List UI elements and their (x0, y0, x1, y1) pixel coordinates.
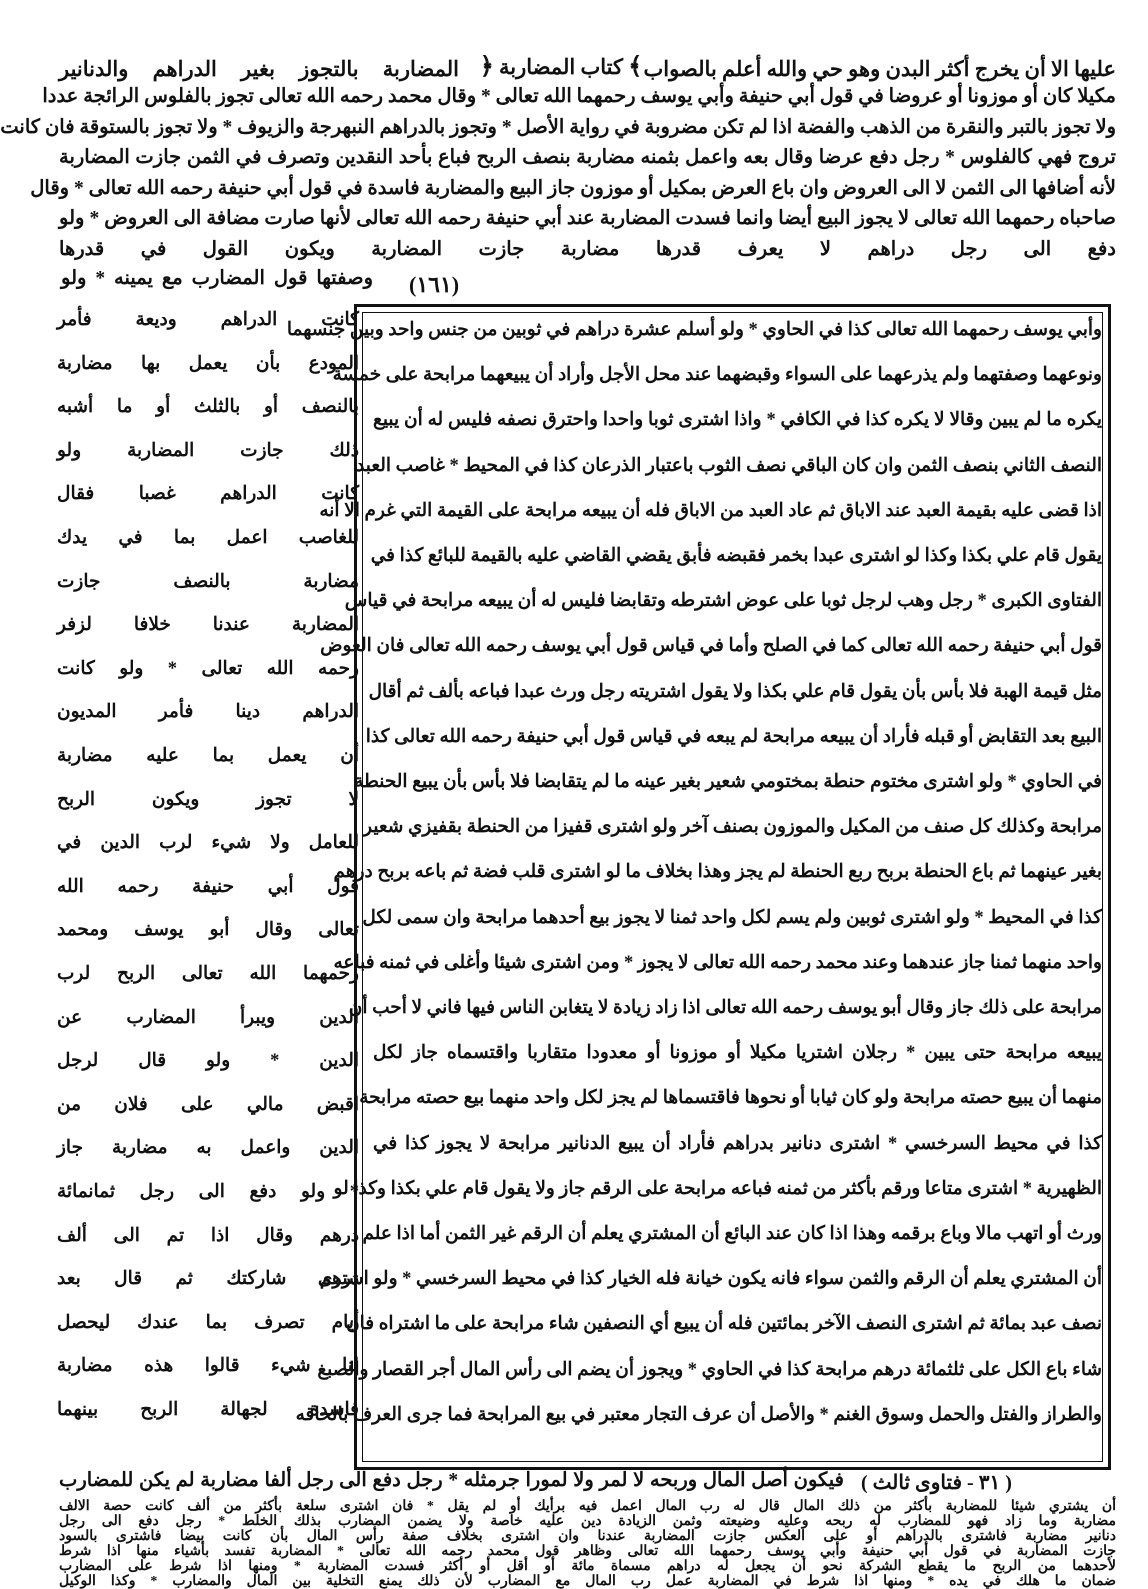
text-line: أن المشتري يعلم أن الرقم والثمن سواء فانه يكون خيانة فله الخيار كذا في محيط السرخسي * ولو اشترى (317, 1269, 1102, 1290)
text-line: جازت المضاربة في قول أبي حنيفة وأبي يوسف رحمهما الله تعالى وظاهر قول محمد رحمه الله تعالى * المضاربة تفسد بأشياء منها اذا شرط (59, 1544, 1116, 1559)
margin-line: للعامل ولا شيء لرب الدين في (57, 833, 359, 854)
text-line: لأنه أضافها الى الثمن لا الى العروض وان باع العرض بمكيل أو موزون جاز البيع والمضاربة فاسدة في قول أبي حنيفة رحمه الله تعالى * وقال (30, 177, 1116, 199)
margin-line: للغاصب اعمل بما في يدك (57, 528, 359, 548)
text-line: يبيعه مرابحة حتى يبين * رجلان اشتريا مكيلا أو موزونا أو معدودا متقاربا واقتسماه جاز لكل (373, 1043, 1102, 1064)
margin-line: * ولو دفع الى رجل ثمانمائة (57, 1182, 359, 1202)
text-line: البيع بعد التقابض أو قبله فأراد أن يبيعه مرابحة لم يبعه في قياس قول أبي حنيفة رحمه الله تعالى كذا (365, 726, 1102, 747)
text-line: تروج فهي كالفلوس * رجل دفع عرضا وقال بعه واعمل بثمنه مضاربة بنصف الربح فباع بأحد النقدين وتصرف في الثمن جازت المضاربة (59, 147, 1116, 168)
margin-line: رحمه الله تعالى * ولو كانت (57, 658, 359, 679)
text-line: نصف عبد بمائة ثم اشترى النصف الآخر بمائتين فله أن يبيع أي النصفين شاء مرابحة على ما اشتراه فان (346, 1314, 1102, 1335)
text-line: يكره ما لم يبين وقالا لا يكره كذا في الكافي * واذا اشترى ثوبا واحدا واحترق نصفه فليس له أن يبيع (373, 410, 1102, 431)
text-line: كذا في المحيط * ولو اشترى ثوبين ولم يسم لكل واحد ثمنا لا يجوز بيع أحدهما مرابحة وان سمى لكل (362, 907, 1102, 928)
text-line: صاحباه رحمهما الله تعالى لا يجوز البيع أيضا وانما فسدت المضاربة عند أبي حنيفة رحمه الله تعالى لأنها صارت مضافة الى العروض * ولو (59, 208, 1116, 229)
margin-line: بالنصف أو بالثلث أو ما أشبه (57, 397, 359, 418)
text-line: مضاربة وما زاد فهو للمضارب له ربحه وعليه وضيعته وثمن الزيادة دين عليه خاصة ولا يضمن المضارب بذلك الخلط * رجل دفع الى رجل (59, 1514, 1116, 1529)
margin-line: الدين * ولو قال لرجل (57, 1051, 359, 1072)
text-line: وأبي يوسف رحمهما الله تعالى كذا في الحاوي * ولو أسلم عشرة دراهم في ثوبين من جنس واحد وبين جنسهما (286, 320, 1102, 340)
top-line-after-number: وصفتها قول المضارب مع يمينه * ولو (61, 268, 373, 289)
text-line: واحد منهما ثمنا جاز عندهما وعند محمد رحمه الله تعالى لا يجوز * ومن اشترى شيئا وأغلى في ثمنه فباعه (333, 952, 1102, 973)
margin-line: درهم وقال اذا تم الى ألف (57, 1225, 359, 1246)
margin-line: المضاربة عندنا خلافا لزفر (57, 615, 359, 636)
margin-line: اقبض مالي على فلان من (57, 1094, 359, 1115)
text-line: أن يشتري شيئا للمضاربة بأكثر من ذلك المال قال له رب المال اعمل فيه برأيك أو لم يقل * فان اشترى سلعة بأكثر من ألف كانت حصة الالف (59, 1499, 1116, 1514)
text-line: دنانير مضاربة فاشترى بالدراهم أو على العكس جازت المضاربة عندنا وان اشترى بخلاف صفة رأس المال بأن كانت بيضا فاشترى بالسود (59, 1529, 1116, 1544)
margin-line: مضاربة بالنصف جازت (57, 571, 359, 592)
text-line: منهما أن يبيع حصته مرابحة ولو كان ثيابا أو نحوها فاقتسماها لم يجز لكل واحد منهما بيع حصته مرابحة (359, 1088, 1102, 1109)
margin-line: فاسدة لجهالة الربح بينهما (57, 1400, 359, 1420)
text-line: بغير عينهما ثم باع الحنطة بربح ربع الحنطة لم يجز وهذا بخلاف ما لو اشترى قلب فضة ثم باعه بربح درهم (333, 862, 1102, 883)
margin-line: كانت الدراهم وديعة فأمر (57, 310, 359, 330)
text-line: ورث أو اتهب مالا وباع برقمه وهذا اذا كان عند البائع أن المشتري يعلم أن الرقم غير الثمن أما اذا علم (362, 1224, 1102, 1244)
page-number: (١٦١) (409, 272, 460, 297)
header-right: عليها الا أن يخرج أكثر البدن وهو حي والله أعلم بالصواب (643, 57, 1116, 81)
text-line: شاء باع الكل على ثلثمائة درهم مرابحة كذا في الحاوي * ويجوز أن يضم الى رأس المال أجر القصار والصبغ (317, 1359, 1102, 1380)
text-line: مرابحة على ذلك جاز وقال أبو يوسف رحمه الله تعالى اذا زاد زيادة لا يتغابن الناس فيها فاني لا أحب أن (348, 998, 1102, 1018)
footer-line-after-marker: فيكون أصل المال وربحه لا لمر ولا لمورا جرمثله * رجل دفع الى رجل ألفا مضاربة لم يكن للمضارب (59, 1470, 844, 1491)
text-line: اذا قضى عليه بقيمة العبد عند الاباق ثم عاد العبد من الاباق فله أن يبيعه مرابحة على القيمة التي غرم الا أنه (319, 500, 1102, 521)
margin-line: درهم شاركتك ثم قال بعد (57, 1269, 359, 1290)
text-line: مثل قيمة الهبة فلا بأس بأن يقول قام علي بكذا ولا يقول اشتريته رجل ورث عبدا فباعه بألف ثم أقال (368, 681, 1102, 702)
text-line: مكيلا كان أو موزونا أو عروضا في قول أبي حنيفة وأبي يوسف رحمهما الله تعالى * وقال محمد رحمه الله تعالى تجوز بالفلوس الرائجة عددا (42, 86, 1116, 107)
margin-line: قول أبي حنيفة رحمه الله (57, 876, 359, 897)
text-line: قول أبي حنيفة رحمه الله تعالى كما في الصلح وأما في قياس قول أبي يوسف رحمه الله تعالى فان العوض (320, 636, 1102, 657)
text-line: الظهيرية * اشترى متاعا ورقم بأكثر من ثمنه فباعه مرابحة على الرقم جاز ولا يقول قام علي بكذا وكذا لو (333, 1178, 1102, 1199)
text-line: كذا في محيط السرخسي * اشترى دنانير بدراهم فأراد أن يبيع الدنانير مرابحة لا يجوز كذا في (373, 1133, 1102, 1154)
text-line: ونوعهما وصفتهما ولم يذرعهما على السواء وقبضهما عند محل الأجل وأراد أن يبيعهما مرابحة على خمسة (332, 365, 1102, 386)
text-line: والطراز والفتل والحمل وسوق الغنم * والأصل أن عرف التجار معتبر في بيع المرابحة فما جرى العرف بالحاقه (295, 1404, 1102, 1425)
margin-line: لنا شيء قالوا هذه مضاربة (57, 1356, 359, 1377)
margin-line: الدين واعمل به مضاربة جاز (57, 1138, 359, 1159)
margin-line: المودع بأن يعمل بها مضاربة (57, 353, 359, 374)
text-line: يقول قام علي بكذا وكذا لو اشترى عبدا بخمر فقبضه فأبق يقضي القاضي عليه بالقيمة للبائع كذا في (370, 546, 1102, 566)
text-line: دفع الى رجل دراهم لا يعرف قدرها مضاربة جازت المضاربة ويكون القول في قدرها (59, 238, 1116, 260)
margin-line: تعالى وقال أبو يوسف ومحمد (57, 920, 359, 941)
margin-line: ذلك جازت المضاربة ولو (57, 440, 359, 461)
text-line: الفتاوى الكبرى * رجل وهب لرجل ثوبا على عوض اشترطه وتقابضا فليس له أن يبيعه مرابحة في قياس (344, 591, 1102, 612)
ornament-open-icon: ﴾ (628, 54, 643, 80)
text-line: ضمان ما هلك في يده * ومنها اذا شرط في المضاربة عمل رب المال مع المضارب لأن ذلك يمنع التخلية بين المال والمضارب * وكذا الوكيل (59, 1574, 1116, 1589)
margin-line: الدراهم دينا فأمر المديون (57, 702, 359, 723)
running-title: كتاب المضاربة (499, 55, 623, 79)
margin-line: رحمهما الله تعالى الربح لرب (57, 964, 359, 984)
text-line: في الحاوي * ولو اشترى مختوم حنطة بمختومي شعير بغير عينه ما لم يتقابضا فلا بأس بأن يبيع الحنطة (354, 772, 1102, 792)
margin-line: أن يعمل بما عليه مضاربة (57, 746, 359, 766)
margin-line: كانت الدراهم غصبا فقال (57, 484, 359, 505)
text-line: مرابحة وكذلك كل صنف من المكيل والموزون بصنف آخر ولو اشترى قفيزا من الحنطة بقفيزي شعير (363, 817, 1102, 838)
volume-marker: ( ٣١ - فتاوى ثالث ) (861, 1472, 1012, 1494)
header-center (461, 54, 661, 80)
margin-line: الدين ويبرأ المضارب عن (57, 1007, 359, 1028)
text-line: النصف الثاني بنصف الثمن وان كان الباقي نصف الثوب باعتبار الذرعان كذا في المحيط * غاصب العبد (356, 455, 1102, 476)
ornament-close-icon: ﴿ (479, 54, 494, 80)
text-line: ولا تجوز بالتبر والنقرة من الذهب والفضة اذا لم تكن مضروبة في رواية الأصل * وتجوز بالدراهم النبهرجة والزيوف * ولا تجوز بالستوقة فان كانت (0, 116, 1116, 138)
text-line: لأحدهما من الربح ما يقطع الشركة نحو أن يجعل له دراهم مسماة مائة أو أقل أو أكثر فسدت المضاربة * ومنها اذا شرط على المضارب (59, 1559, 1116, 1574)
header-left: المضاربة بالتجوز بغير الدراهم والدنانير (59, 57, 459, 81)
margin-line: أيام تصرف بما عندك ليحصل (57, 1312, 359, 1333)
margin-line: لا تجوز ويكون الربح (57, 789, 359, 810)
